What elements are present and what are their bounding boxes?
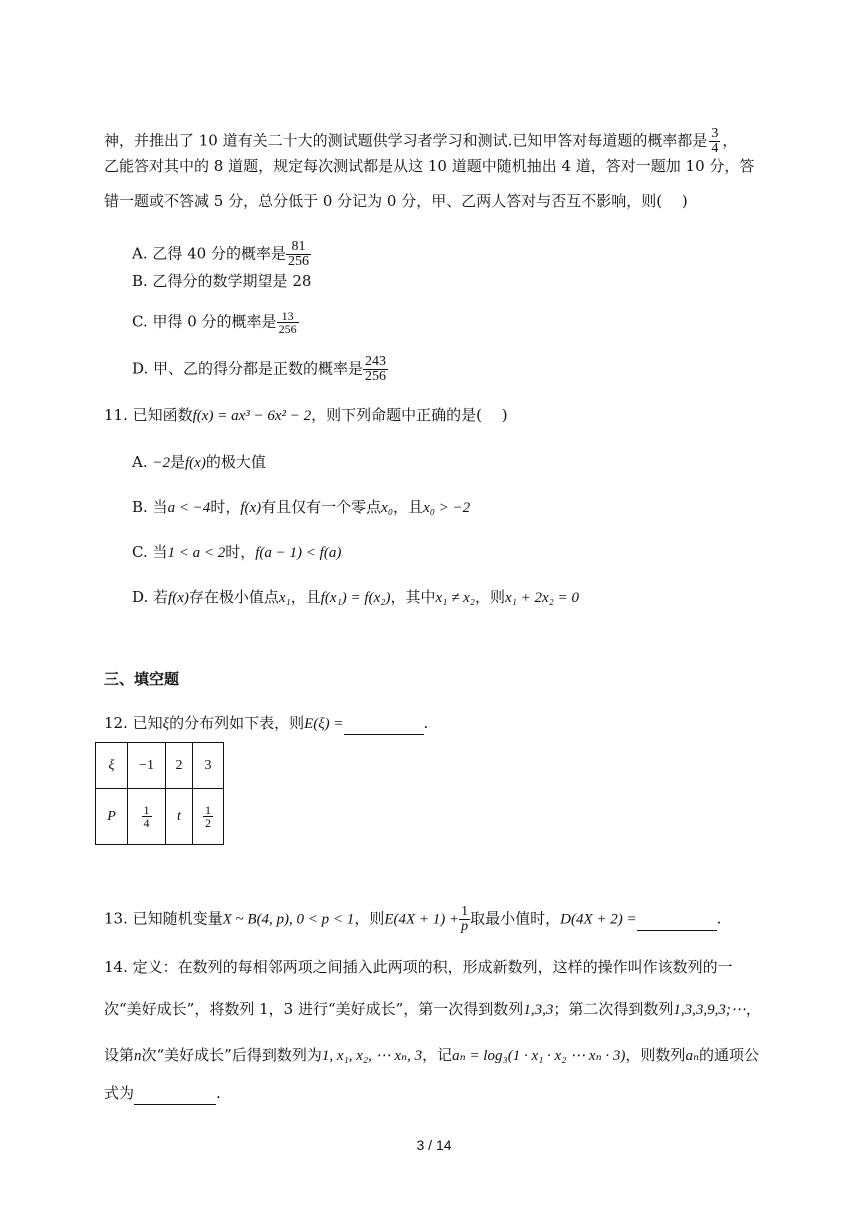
table-cell: 3 <box>193 743 224 789</box>
q14-line4: 式为 . <box>104 1082 221 1105</box>
q11-option-b: B. 当a < −4时，f(x)有且仅有一个零点x₀，且x₀ > −2 <box>132 498 471 516</box>
q11-stem: 11. 已知函数f(x) = ax³ − 6x² − 2，则下列命题中正确的是( ) <box>104 406 508 424</box>
q10-line2: 乙能答对其中的 8 道题，规定每次测试都是从这 10 道题中随机抽出 4 道，答对一题加 10 分，答 <box>104 157 755 175</box>
q11-option-c: C. 当1 < a < 2时，f(a − 1) < f(a) <box>132 543 342 561</box>
answer-blank[interactable] <box>637 908 717 931</box>
fraction-81-256: $\frac{81}{256}$ <box>288 239 309 269</box>
table-cell <box>193 789 224 845</box>
table-cell: P <box>96 789 128 845</box>
q11-option-a: A. −2是f(x)的极大值 <box>132 453 266 471</box>
fraction-one-quarter: $\frac{1}{4}$ <box>143 803 150 830</box>
table-row <box>96 743 224 789</box>
q10-line3: 错一题或不答减 5 分，总分低于 0 分记为 0 分，甲、乙两人答对与否互不影响，则( ) <box>104 192 688 210</box>
q14-line3: 设第n次“美好成长”后得到数列为1, x₁, x₂, ⋯ xₙ, 3，记aₙ = log₃(1 · x₁ · x₂ ⋯ xₙ · 3)，则数列aₙ的通项公 <box>104 1046 760 1064</box>
table-cell <box>128 789 166 845</box>
distribution-table <box>95 742 224 845</box>
q10-option-c: C. 甲得 0 分的概率是 $\frac{13}{256}$ <box>132 309 297 336</box>
fraction-243-256: $\frac{243}{256}$ <box>365 354 387 384</box>
q13-stem: 13. 已知随机变量X ~ B(4, p), 0 < p < 1，则E(4X + 1) + $\frac{1}{p}$ 取最小值时，D(4X + 2) = . <box>104 904 722 934</box>
answer-blank[interactable] <box>344 712 424 735</box>
table-row <box>96 789 224 845</box>
fraction-three-quarters: $\frac{3}{4}$ <box>711 126 719 156</box>
q12-stem: 12. 已知ξ的分布列如下表，则E(ξ) = . <box>104 712 428 735</box>
q10-option-b: B. 乙得分的数学期望是 28 <box>132 272 312 290</box>
fraction-13-256: $\frac{13}{256}$ <box>278 309 297 336</box>
page-number: 3 / 14 <box>416 1137 452 1153</box>
q10-line1: 神，并推出了 10 道有关二十大的测试题供学习者学习和测试.已知甲答对每道题的概率都是 $\frac{3}{4}$ ， <box>104 126 738 156</box>
q14-line2: 次“美好成长”，将数列 1，3 进行“美好成长”，第一次得到数列1,3,3；第二次得到数列1,3,3,9,3;⋯， <box>104 1000 761 1018</box>
q10-option-d: D. 甲、乙的得分都是正数的概率是 $\frac{243}{256}$ <box>132 354 387 384</box>
table-cell: 2 <box>166 743 193 789</box>
answer-blank[interactable] <box>134 1082 216 1105</box>
table-cell: ξ <box>96 743 128 789</box>
q11-option-d: D. 若f(x)存在极小值点x₁，且f(x₁) = f(x₂)，其中x₁ ≠ x₂，则x₁ + 2x₂ = 0 <box>132 588 579 606</box>
q10-option-a: A. 乙得 40 分的概率是 $\frac{81}{256}$ <box>132 239 309 269</box>
fraction-one-over-p: $\frac{1}{p}$ <box>461 904 469 934</box>
table-cell: −1 <box>128 743 166 789</box>
fraction-one-half: $\frac{1}{2}$ <box>205 803 211 830</box>
table-cell: t <box>166 789 193 845</box>
q14-line1: 14. 定义：在数列的每相邻两项之间插入此两项的积，形成新数列，这样的操作叫作该数列的一 <box>104 958 733 976</box>
section-heading-fill-in: 三、填空题 <box>104 670 180 688</box>
